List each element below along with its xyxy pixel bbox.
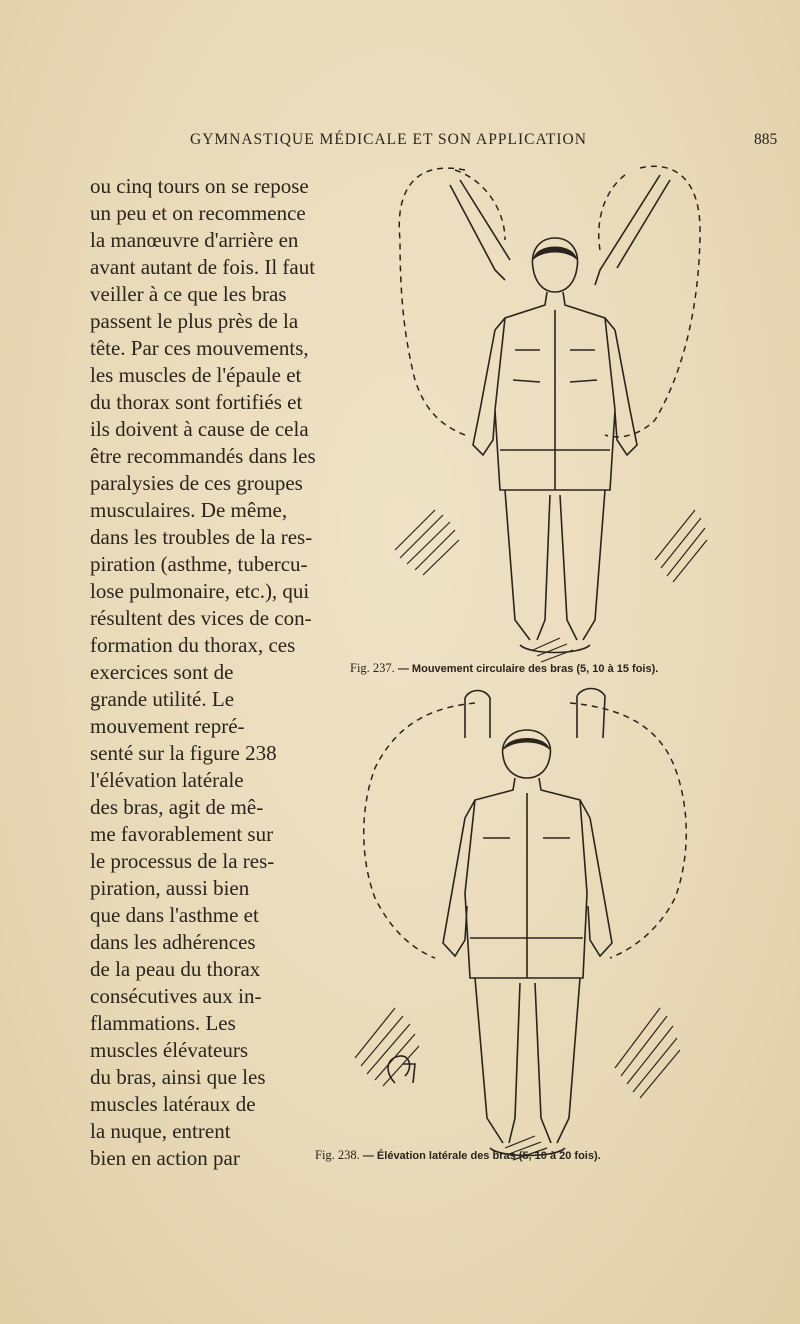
figure-238-illustration	[315, 678, 735, 1168]
figure-237-caption	[350, 661, 658, 676]
body-line: muscles élévateurs	[90, 1038, 249, 1062]
body-line: bien en action par	[90, 1146, 240, 1170]
body-line: les muscles de l'épaule et	[90, 363, 302, 387]
body-line: être recommandés dans les	[90, 444, 316, 468]
figure-237-text: — Mouvement circulaire des bras (5, 10 à 15 fois).	[397, 663, 659, 675]
body-line: grande utilité. Le	[90, 687, 235, 711]
body-line: piration, aussi bien	[90, 876, 250, 900]
body-line: senté sur la figure 238	[90, 741, 277, 765]
body-line: du bras, ainsi que les	[90, 1065, 266, 1089]
body-line: exercices sont de	[90, 660, 234, 684]
body-line: passent le plus près de la	[90, 309, 299, 333]
figure-237-illustration	[355, 150, 735, 665]
body-line: piration (asthme, tubercu-	[90, 552, 308, 576]
body-line: tête. Par ces mouvements,	[90, 336, 309, 360]
body-line: un peu et on recommence	[90, 201, 306, 225]
body-line: avant autant de fois. Il faut	[90, 255, 316, 279]
body-line: muscles latéraux de	[90, 1092, 256, 1116]
body-line: consécutives aux in-	[90, 984, 262, 1008]
body-line: musculaires. De même,	[90, 498, 288, 522]
body-line: résultent des vices de con-	[90, 606, 312, 630]
body-line: mouvement repré-	[90, 714, 245, 738]
body-line: paralysies de ces groupes	[90, 471, 303, 495]
body-line: le processus de la res-	[90, 849, 275, 873]
body-line: que dans l'asthme et	[90, 903, 259, 927]
body-line: lose pulmonaire, etc.), qui	[90, 579, 310, 603]
body-line: veiller à ce que les bras	[90, 282, 287, 306]
body-line: me favorablement sur	[90, 822, 274, 846]
body-line: dans les adhérences	[90, 930, 256, 954]
body-line: la nuque, entrent	[90, 1119, 231, 1143]
body-line: flammations. Les	[90, 1011, 236, 1035]
body-line: du thorax sont fortifiés et	[90, 390, 303, 414]
body-line: l'élévation latérale	[90, 768, 244, 792]
body-line: formation du thorax, ces	[90, 633, 296, 657]
body-line: de la peau du thorax	[90, 957, 261, 981]
running-head: GYMNASTIQUE MÉDICALE ET SON APPLICATION	[190, 131, 587, 148]
figure-237-number: Fig. 237.	[350, 661, 395, 675]
body-line: des bras, agit de mê-	[90, 795, 264, 819]
body-line: dans les troubles de la res-	[90, 525, 313, 549]
figure-238-number: Fig. 238.	[315, 1148, 360, 1162]
body-line: la manœuvre d'arrière en	[90, 228, 299, 252]
figure-238-caption	[315, 1148, 601, 1163]
body-line: ils doivent à cause de cela	[90, 417, 309, 441]
figure-238-text: — Élévation latérale des bras (5, 10 à 20 fois).	[362, 1150, 601, 1162]
page-number: 885	[754, 131, 778, 148]
body-line: ou cinq tours on se repose	[90, 174, 309, 198]
